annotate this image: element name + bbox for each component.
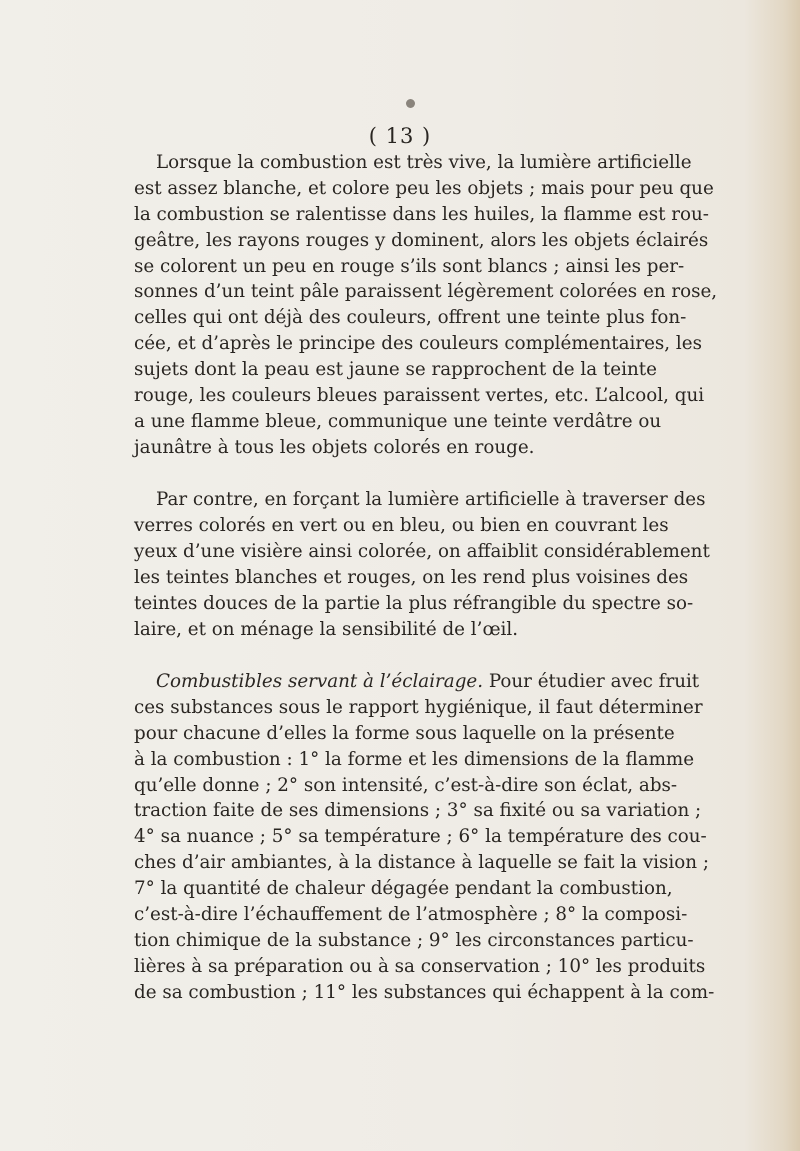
section-heading: Combustibles servant à l’éclairage.	[156, 671, 484, 693]
text-line: se colorent un peu en rouge s’ils sont blancs ; ainsi les per-	[134, 255, 685, 277]
text-line: c’est-à-dire l’échauffement de l’atmosphère ; 8° la composi-	[134, 904, 688, 926]
text-line: traction faite de ses dimensions ; 3° sa fixité ou sa variation ;	[134, 800, 702, 822]
paragraph-1	[134, 150, 718, 461]
text-line: qu’elle donne ; 2° son intensité, c’est-à-dire son éclat, abs-	[134, 774, 678, 796]
text-line: lières à sa préparation ou à sa conservation ; 10° les produits	[134, 955, 706, 977]
text-line: la combustion se ralentisse dans les huiles, la flamme est rou-	[134, 203, 709, 225]
text-line: laire, et on ménage la sensibilité de l’œil.	[134, 618, 519, 640]
text-line: celles qui ont déjà des couleurs, offrent une teinte plus fon-	[134, 307, 687, 329]
text-line	[134, 669, 700, 695]
text-line: ches d’air ambiantes, à la distance à laquelle se fait la vision ;	[134, 852, 710, 874]
text-line: yeux d’une visière ainsi colorée, on affaiblit considérablement	[134, 540, 710, 562]
paragraph-gap	[134, 643, 639, 670]
text-line: à la combustion : 1° la forme et les dimensions de la flamme	[134, 748, 695, 770]
text-line: de sa combustion ; 11° les substances qui échappent à la com-	[134, 981, 715, 1003]
text-line: 4° sa nuance ; 5° sa température ; 6° la température des cou-	[134, 826, 707, 848]
paragraph-3	[134, 669, 715, 1006]
text-line: a une flamme bleue, communique une teinte verdâtre ou	[134, 410, 662, 432]
text-line: Lorsque la combustion est très vive, la lumière artificielle	[156, 152, 692, 173]
text-line: sonnes d’un teint pâle paraissent légèrement colorées en rose,	[134, 281, 718, 303]
paragraph-gap	[134, 461, 639, 488]
text-line: tion chimique de la substance ; 9° les circonstances particu-	[134, 929, 694, 951]
text-line: geâtre, les rayons rouges y dominent, alors les objets éclairés	[134, 229, 709, 251]
paragraph-2	[134, 487, 710, 642]
text-line: verres colorés en vert ou en bleu, ou bien en couvrant les	[134, 515, 669, 537]
text-line: rouge, les couleurs bleues paraissent vertes, etc. L’alcool, qui	[134, 385, 705, 407]
heading-line-rest: Pour étudier avec fruit	[483, 671, 700, 693]
text-line: les teintes blanches et rouges, on les rend plus voisines des	[134, 566, 689, 588]
text-line: Par contre, en forçant la lumière artificielle à traverser des	[156, 489, 706, 511]
text-line: teintes douces de la partie la plus réfrangible du spectre so-	[134, 592, 694, 614]
text-line: cée, et d’après le principe des couleurs complémentaires, les	[134, 333, 702, 355]
ink-spot	[406, 99, 415, 108]
page-number: ( 13 )	[368, 124, 432, 148]
text-line: 7° la quantité de chaleur dégagée pendant la combustion,	[134, 878, 673, 900]
text-line: est assez blanche, et colore peu les objets ; mais pour peu que	[134, 177, 714, 199]
text-line: pour chacune d’elles la forme sous laquelle on la présente	[134, 722, 675, 744]
text-line: sujets dont la peau est jaune se rapprochent de la teinte	[134, 359, 657, 381]
body-text	[134, 150, 718, 1006]
text-line: jaunâtre à tous les objets colorés en rouge.	[134, 436, 535, 458]
text-line: ces substances sous le rapport hygiénique, il faut déterminer	[134, 696, 703, 718]
